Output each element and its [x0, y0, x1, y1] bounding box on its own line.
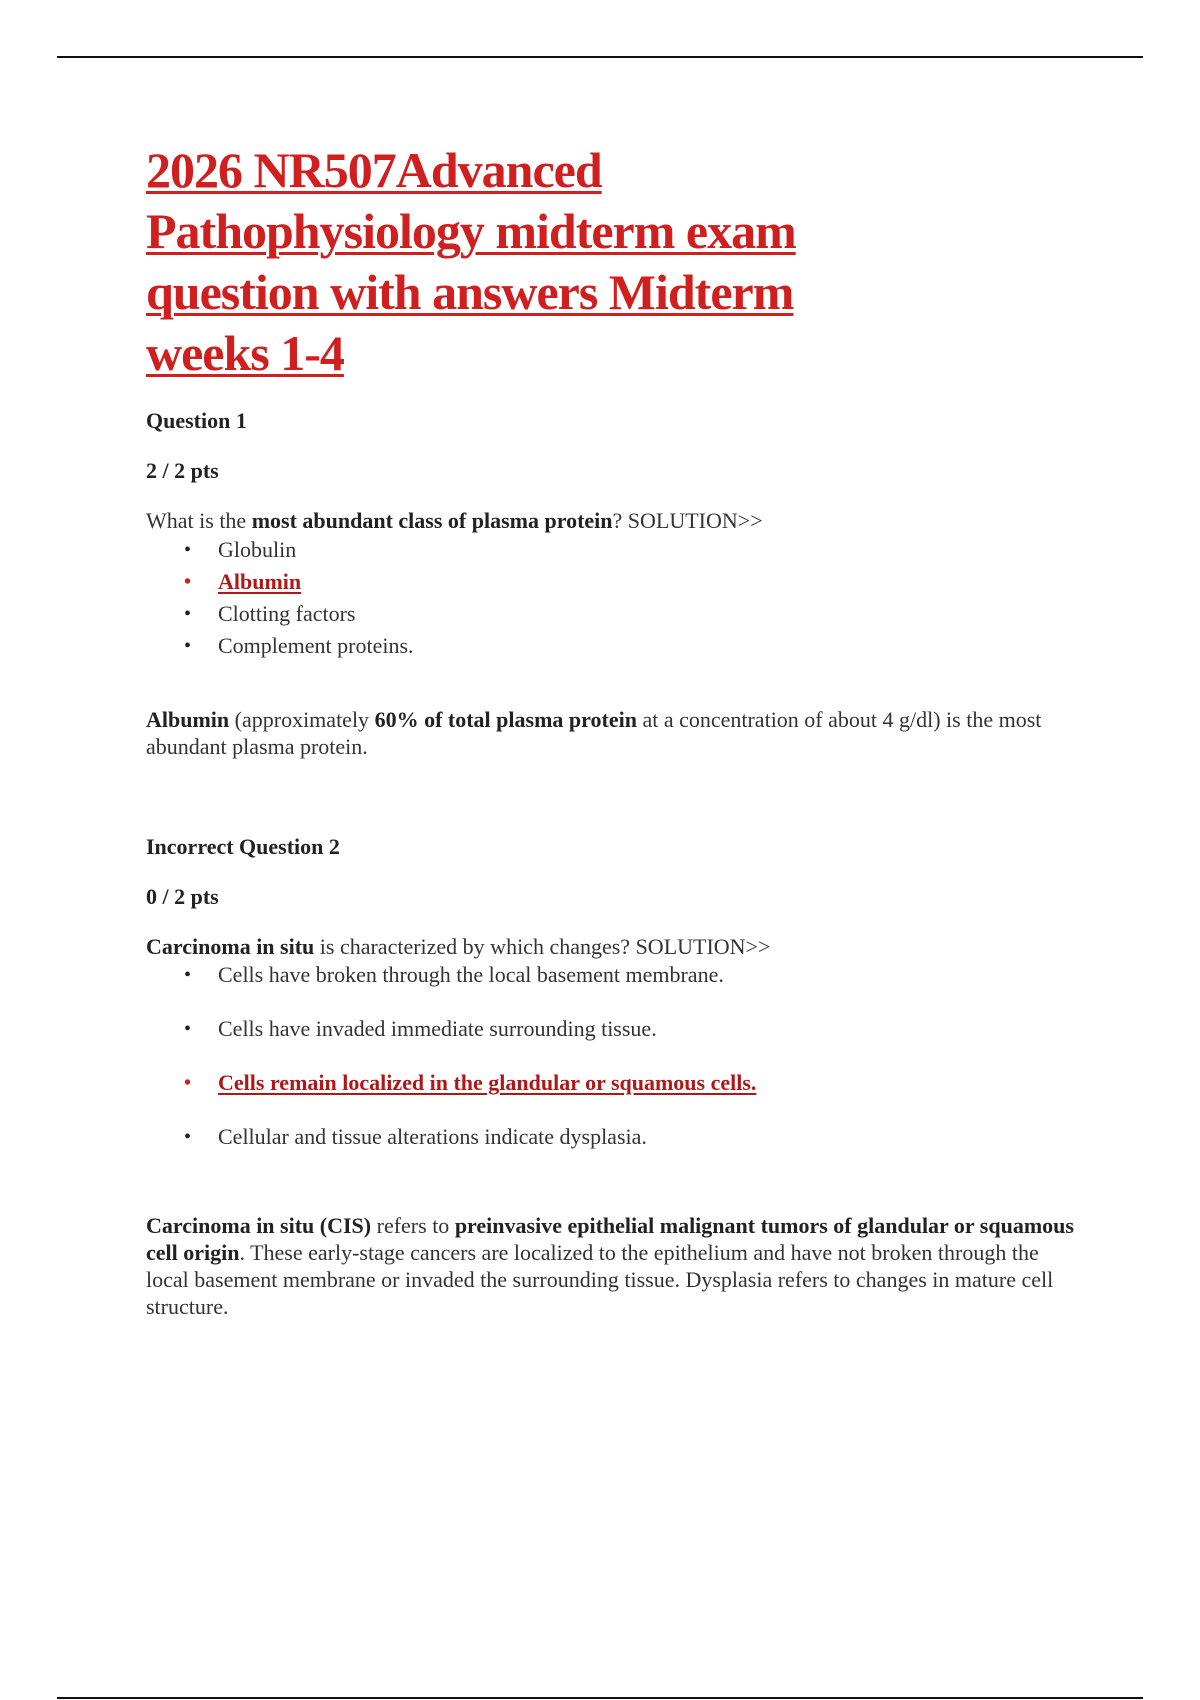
- title-line-2: Pathophysiology midterm exam: [146, 203, 796, 259]
- prompt-bold: most abundant class of plasma protein: [251, 508, 613, 533]
- question-2-prompt: [146, 934, 1086, 960]
- title-line-3: question with answers Midterm: [146, 264, 794, 320]
- correct-answer-option: • Cells remain localized in the glandular or squamous cells.: [146, 1068, 1086, 1098]
- prompt-bold: Carcinoma in situ: [146, 934, 315, 959]
- question-2-points: 0 / 2 pts: [146, 884, 219, 909]
- question-1-points: 2 / 2 pts: [146, 458, 219, 483]
- answer-option: • Cellular and tissue alterations indicate dysplasia.: [146, 1122, 1086, 1152]
- document-body: [146, 140, 1086, 1320]
- question-1-heading: Question 1: [146, 408, 247, 433]
- explain-text: (approximately: [229, 707, 375, 732]
- question-1-options: [146, 534, 1086, 662]
- question-1-prompt: [146, 508, 1086, 534]
- explain-bold: preinvasive epithelial malignant tumors of glandular or squamous cell origin: [146, 1213, 1074, 1265]
- explain-text: at a concentration of about 4 g/dl) is the most abundant plasma protein.: [146, 707, 1042, 759]
- document-title: [146, 140, 866, 384]
- answer-option: • Globulin: [146, 534, 1086, 566]
- prompt-post: ? SOLUTION>>: [612, 508, 763, 533]
- explain-bold: Albumin: [146, 707, 230, 732]
- explain-text: refers to: [371, 1213, 455, 1238]
- question-1-explanation: [146, 706, 1086, 760]
- bottom-rule: [57, 1697, 1143, 1699]
- question-2-options: [146, 960, 1086, 1152]
- title-line-1: 2026 NR507Advanced: [146, 142, 602, 198]
- question-2-explanation: [146, 1212, 1086, 1320]
- title-line-4: weeks 1-4: [146, 325, 344, 381]
- answer-option: • Cells have broken through the local basement membrane.: [146, 960, 1086, 990]
- prompt-pre: What is the: [146, 508, 252, 533]
- explain-text: . These early-stage cancers are localized to the epithelium and have not broken through the local basement membrane or invaded the surrounding tissue. Dysplasia refers to changes in mature cell structure.: [146, 1240, 1054, 1319]
- question-2: [146, 834, 1086, 1320]
- prompt-post: is characterized by which changes? SOLUTION>>: [314, 934, 771, 959]
- answer-option: • Clotting factors: [146, 598, 1086, 630]
- explain-bold: 60% of total plasma protein: [374, 707, 637, 732]
- question-2-heading: Incorrect Question 2: [146, 834, 340, 859]
- answer-option: • Cells have invaded immediate surrounding tissue.: [146, 1014, 1086, 1044]
- answer-option: • Complement proteins.: [146, 630, 1086, 662]
- top-rule: [57, 56, 1143, 58]
- question-1: [146, 408, 1086, 760]
- explain-bold: Carcinoma in situ (CIS): [146, 1213, 372, 1238]
- correct-answer-option: • Albumin: [146, 566, 1086, 598]
